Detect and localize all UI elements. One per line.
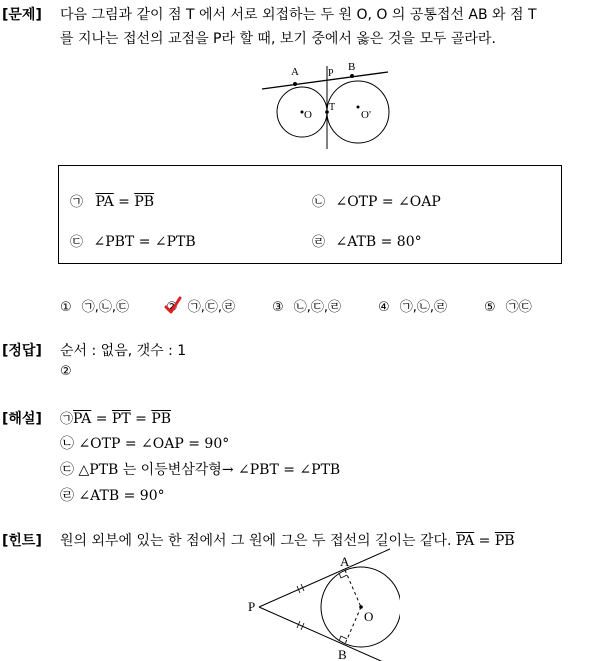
label-o-prime: O' [361, 109, 371, 121]
point-o-prime [357, 106, 360, 109]
hint-lhs: $\overline{PA}$ [455, 533, 475, 549]
explanation-line-2: ㉡ ∠OTP = ∠OAP = 90° [60, 436, 230, 452]
option-c-text: ∠PBT = ∠PTB [93, 234, 196, 250]
point-a [293, 82, 297, 86]
option-a [70, 191, 154, 210]
choice-4[interactable] [378, 296, 447, 315]
hint-text: 원의 외부에 있는 한 점에서 그 원에 그은 두 접선의 길이는 같다. [60, 533, 456, 549]
hint-line [60, 530, 515, 550]
point-o [359, 605, 363, 609]
explanation-eq-2: = [130, 411, 152, 427]
option-b-text: ∠OTP = ∠OAP [335, 194, 441, 210]
choice-4-num: ④ [378, 300, 390, 315]
right-angle-b [339, 636, 347, 641]
checkmark-icon [164, 296, 182, 316]
label-o: O [304, 109, 312, 121]
explanation-line-3: ㉢ △PTB 는 이등변삼각형→ ∠PBT = ∠PTB [60, 462, 341, 478]
choice-3-text: ㉡,㉢,㉣ [293, 300, 342, 315]
label-t: T [329, 102, 336, 113]
choice-1-text: ㉠,㉡,㉢ [81, 300, 130, 315]
hint-tag: [힌트] [2, 533, 42, 549]
option-b-mark: ㉡ [312, 195, 326, 210]
answer-meta: 순서 : 없음, 갯수 : 1 [60, 343, 187, 359]
choice-2[interactable] [166, 296, 235, 315]
option-d-text: ∠ATB = 80° [335, 234, 422, 250]
right-angle-a [339, 573, 347, 578]
label-o: O [364, 609, 374, 624]
label-a: A [291, 66, 299, 78]
hint-rhs: $\overline{PB}$ [494, 533, 515, 549]
option-a-mark: ㉠ [70, 195, 84, 210]
explanation-line-1-mark: ㉠ [60, 412, 74, 427]
choice-5-num: ⑤ [484, 300, 496, 315]
radius-oa [345, 570, 361, 607]
explanation-pb: $\overline{PB}$ [151, 411, 172, 427]
choice-5[interactable] [484, 296, 532, 315]
option-b [312, 191, 441, 210]
choice-1[interactable] [60, 296, 129, 315]
problem-line-1: 다음 그림과 같이 점 T 에서 서로 외접하는 두 원 O, O 의 공통접선 AB 와 점 T [60, 7, 537, 23]
label-p: P [248, 599, 256, 614]
explanation-tag: [해설] [2, 411, 42, 427]
choice-4-text: ㉠,㉡,㉣ [399, 300, 448, 315]
option-a-eq: = [113, 194, 135, 210]
label-b: B [338, 647, 347, 661]
hint-eq: = [474, 533, 495, 549]
choice-5-text: ㉠㉢ [505, 300, 532, 315]
option-c-mark: ㉢ [70, 235, 84, 250]
figure-external-tangents [240, 548, 400, 661]
choice-2-text: ㉠,㉢,㉣ [187, 300, 236, 315]
label-p: P [328, 68, 334, 79]
option-a-lhs: $\overline{PA}$ [95, 194, 114, 210]
point-b [350, 74, 354, 78]
explanation-pt: $\overline{PT}$ [111, 411, 131, 427]
label-a: A [340, 554, 350, 569]
option-a-rhs: $\overline{PB}$ [134, 194, 155, 210]
explanation-eq-1: = [91, 411, 112, 427]
choice-3-num: ③ [272, 300, 284, 315]
figure-tangent-circles [255, 55, 405, 155]
radius-ob [345, 607, 361, 644]
label-b: B [348, 61, 356, 73]
tangent-pa [259, 549, 390, 607]
explanation-pa: $\overline{PA}$ [73, 411, 92, 427]
problem-line-2: 를 지나는 접선의 교점을 P라 할 때, 보기 중에서 옳은 것을 모두 골라라. [60, 31, 496, 47]
choice-2-num: ② [166, 300, 178, 315]
choice-1-num: ① [60, 300, 72, 315]
answer-value: ② [60, 364, 72, 379]
explanation-line-4: ㉣ ∠ATB = 90° [60, 488, 165, 504]
option-c [70, 231, 196, 250]
answer-tag: [정답] [2, 343, 42, 359]
choice-3[interactable] [272, 296, 341, 315]
option-d [312, 231, 422, 250]
common-tangent-ab [262, 72, 388, 89]
problem-tag: [문제] [2, 7, 42, 23]
explanation-line-1 [60, 408, 171, 427]
option-d-mark: ㉣ [312, 235, 326, 250]
circle-o-prime [327, 81, 389, 143]
